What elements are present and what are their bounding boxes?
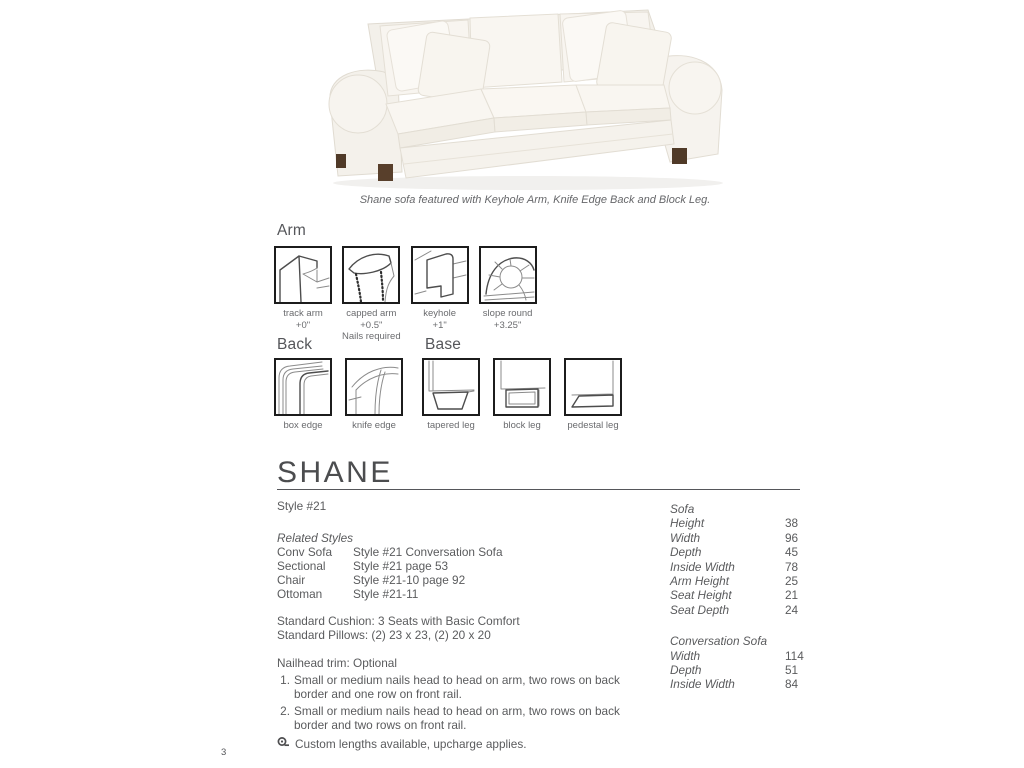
arm-section-heading: Arm	[277, 222, 307, 239]
standard-pillows-line: Standard Pillows: (2) 23 x 23, (2) 20 x 20	[277, 628, 491, 642]
base-option-pedestal-leg	[564, 358, 622, 432]
spec-row	[670, 531, 810, 545]
track-arm-label: track arm +0"	[283, 308, 323, 331]
specs-column	[670, 502, 810, 692]
related-detail: Style #21 Conversation Sofa	[353, 545, 503, 559]
title-rule	[277, 489, 800, 490]
arm-options-row	[274, 246, 537, 343]
tape-measure-icon	[277, 736, 290, 751]
keyhole-thumbnail	[411, 246, 469, 304]
spec-label: Seat Depth	[670, 602, 730, 617]
standard-cushion-line: Standard Cushion: 3 Seats with Basic Comfort	[277, 614, 520, 628]
capped-arm-thumbnail	[342, 246, 400, 304]
block-leg-label: block leg	[503, 420, 541, 431]
spec-value: 25	[785, 574, 799, 589]
related-style-row	[277, 559, 675, 573]
page-number: 3	[221, 747, 227, 758]
box-edge-sketch	[276, 360, 330, 414]
knife-edge-thumbnail	[345, 358, 403, 416]
spec-label: Depth	[670, 663, 702, 678]
sofa-specs-heading: Sofa	[670, 502, 695, 516]
spec-value: 21	[785, 588, 799, 603]
related-style-row	[277, 573, 675, 587]
spec-value: 114	[785, 648, 804, 663]
tapered-leg-sketch	[424, 360, 478, 414]
related-style-row	[277, 587, 675, 601]
knife-edge-sketch	[347, 360, 401, 414]
base-option-block-leg	[493, 358, 551, 432]
spec-row	[670, 588, 810, 602]
style-number: Style #21	[277, 499, 327, 513]
related-item: Chair	[277, 573, 306, 587]
box-edge-label: box edge	[283, 420, 323, 431]
spec-row	[670, 603, 810, 617]
tapered-leg-label: tapered leg	[427, 420, 475, 431]
related-detail: Style #21 page 53	[353, 559, 449, 573]
spec-row	[670, 677, 810, 691]
custom-lengths-note: Custom lengths available, upcharge applies.	[295, 736, 527, 751]
spec-value: 45	[785, 545, 799, 560]
block-leg-sketch	[495, 360, 549, 414]
slope-round-thumbnail	[479, 246, 537, 304]
spec-label: Inside Width	[670, 559, 735, 574]
spec-label: Width	[670, 530, 701, 545]
back-option-box-edge	[274, 358, 332, 432]
related-style-row	[277, 545, 675, 559]
nailhead-option-2	[277, 704, 675, 732]
arm-option-track-arm	[274, 246, 332, 331]
base-section-heading: Base	[425, 336, 462, 353]
capped-arm-label: capped arm +0.5" Nails required	[342, 308, 401, 342]
pedestal-leg-thumbnail	[564, 358, 622, 416]
keyhole-label: keyhole +1"	[423, 308, 456, 331]
arm-option-capped-arm	[342, 246, 401, 343]
back-options-row	[274, 358, 403, 432]
knife-edge-label: knife edge	[352, 420, 396, 431]
spec-value: 96	[785, 530, 799, 545]
nailhead-options-list	[277, 673, 675, 732]
list-number: 2.	[280, 704, 290, 718]
related-detail: Style #21-11	[353, 587, 419, 601]
nailhead-trim-line: Nailhead trim: Optional	[277, 656, 397, 670]
tapered-leg-thumbnail	[422, 358, 480, 416]
back-section-heading: Back	[277, 336, 313, 353]
spec-label: Depth	[670, 545, 702, 560]
spec-value: 38	[785, 516, 799, 531]
spec-row	[670, 649, 810, 663]
track-arm-thumbnail	[274, 246, 332, 304]
related-item: Conv Sofa	[277, 545, 333, 559]
pedestal-leg-sketch	[566, 360, 620, 414]
hero-caption: Shane sofa featured with Keyhole Arm, Knife Edge Back and Block Leg.	[359, 194, 711, 206]
related-item: Ottoman	[277, 587, 323, 601]
list-text: Small or medium nails head to head on arm, two rows on back border and one row on front rail.	[294, 673, 620, 701]
arm-option-slope-round	[479, 246, 537, 331]
slope-round-sketch	[481, 248, 535, 302]
custom-lengths-row	[277, 736, 675, 751]
page-title: SHANE	[277, 456, 393, 489]
related-item: Sectional	[277, 559, 326, 573]
spec-label: Width	[670, 648, 701, 663]
track-arm-sketch	[276, 248, 330, 302]
spec-label: Height	[670, 516, 705, 531]
sofa-hero-figure	[318, 4, 730, 192]
slope-round-label: slope round +3.25"	[482, 308, 533, 331]
spec-label: Arm Height	[670, 574, 730, 589]
box-edge-thumbnail	[274, 358, 332, 416]
list-number: 1.	[280, 673, 290, 687]
spec-row	[670, 574, 810, 588]
related-detail: Style #21-10 page 92	[353, 573, 466, 587]
nailhead-option-1	[277, 673, 675, 701]
capped-arm-sketch	[344, 248, 398, 302]
base-options-row	[422, 358, 622, 432]
spec-row	[670, 516, 810, 530]
conversation-sofa-specs-heading: Conversation Sofa	[670, 634, 768, 649]
arm-option-keyhole	[411, 246, 469, 331]
description-column	[277, 499, 675, 751]
base-option-tapered-leg	[422, 358, 480, 432]
spec-row	[670, 560, 810, 574]
related-styles-heading: Related Styles	[277, 531, 354, 545]
spec-label: Seat Height	[670, 588, 732, 603]
spec-value: 24	[785, 602, 799, 617]
back-option-knife-edge	[345, 358, 403, 432]
list-text: Small or medium nails head to head on arm, two rows on back border and two rows on front rail.	[294, 704, 620, 732]
spec-value: 78	[785, 559, 799, 574]
block-leg-thumbnail	[493, 358, 551, 416]
spec-value: 51	[785, 663, 799, 678]
spec-row	[670, 545, 810, 559]
pedestal-leg-label: pedestal leg	[567, 420, 619, 431]
spec-label: Inside Width	[670, 677, 735, 692]
spec-value: 84	[785, 677, 799, 692]
keyhole-sketch	[413, 248, 467, 302]
sofa-illustration	[318, 4, 730, 192]
spec-row	[670, 663, 810, 677]
